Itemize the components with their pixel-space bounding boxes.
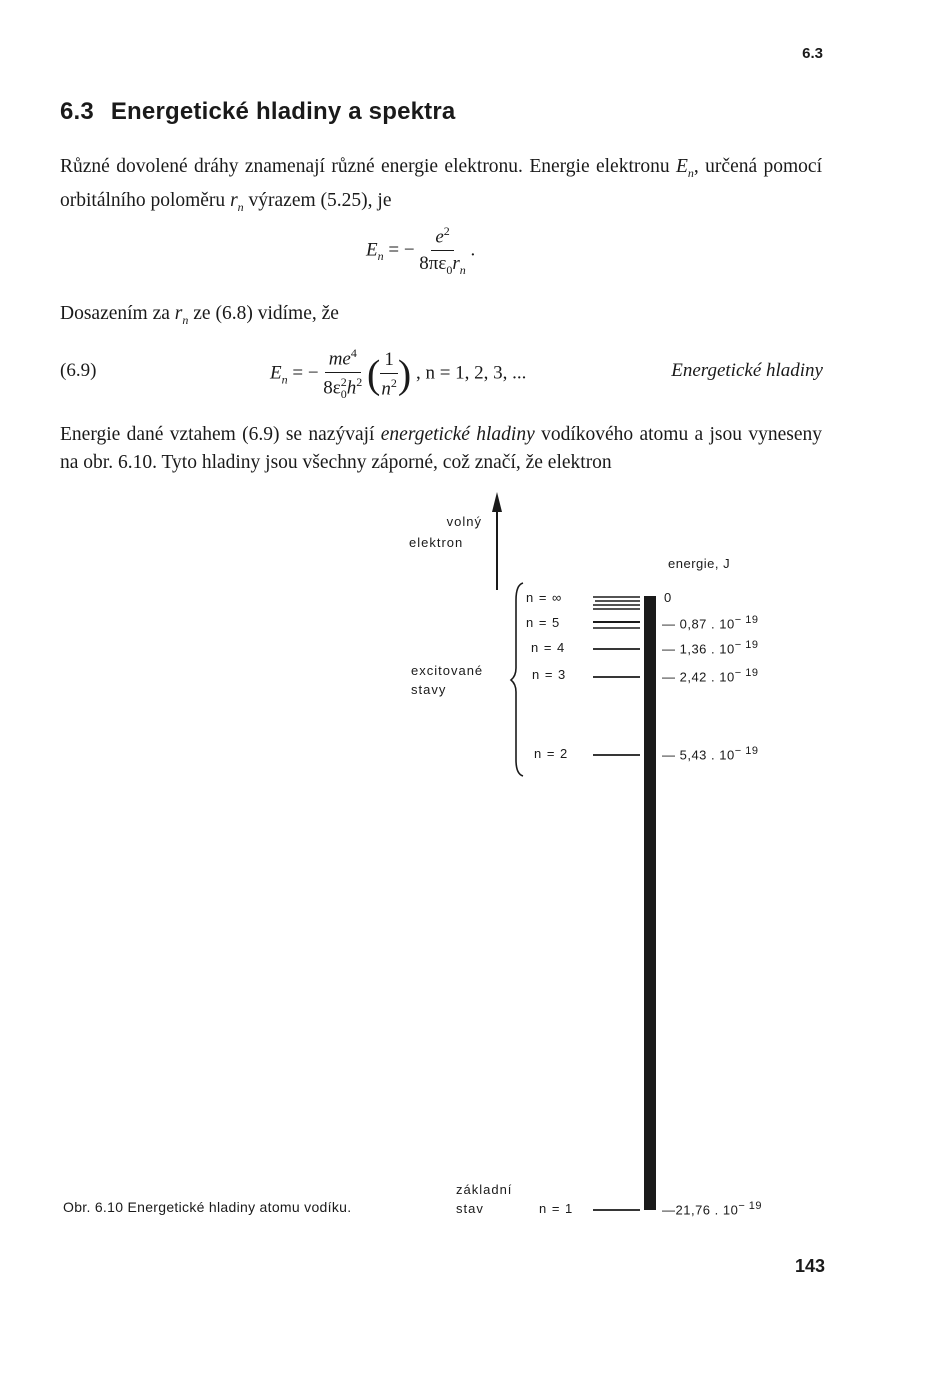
ground-label-2: stav (456, 1201, 484, 1216)
energy-exponent: − 19 (734, 614, 759, 626)
energy-value-n-4 (662, 639, 758, 656)
free-label-1: volný (446, 514, 482, 529)
eq-end: . (470, 239, 476, 261)
frac-num-sup: 2 (443, 224, 450, 238)
level-label-n-4: n = 4 (531, 640, 566, 655)
energy-exponent: − 19 (738, 1200, 763, 1212)
energy-mantissa: — 0,87 . 10 (662, 616, 735, 632)
figure-caption: Obr. 6.10 Energetické hladiny atomu vodíku. (63, 1199, 352, 1215)
inner-num: 1 (380, 349, 398, 374)
level-label-n-3: n = 3 (532, 667, 567, 682)
energy-mantissa: — 1,36 . 10 (662, 641, 735, 657)
eq-sign: = − (287, 362, 324, 384)
text-run: Různé dovolené dráhy znamenají různé energie elektronu. Energie elektronu (60, 156, 676, 177)
inner-den-sup: 2 (390, 375, 397, 390)
ground-label-1: základní (456, 1182, 513, 1197)
energy-mantissa: — 2,42 . 10 (662, 669, 735, 685)
energy-value-n-infinity: 0 (664, 590, 672, 605)
eq-lhs: E (366, 239, 378, 261)
text-run: Dosazením za (60, 303, 175, 324)
frac-den-sub: 0 (340, 387, 347, 402)
energy-value-n-5 (662, 614, 758, 631)
frac-den-h-sup: 2 (356, 375, 363, 390)
text-run: výrazem (5.25), je (243, 189, 392, 211)
sub-n: n (237, 199, 244, 214)
excited-label-1: excitované (411, 663, 484, 678)
eq-lhs-sub: n (377, 249, 384, 264)
energy-axis-bar (644, 596, 656, 1210)
free-label-2: elektron (409, 535, 464, 550)
sub-n: n (687, 165, 694, 180)
var-r: r (174, 303, 183, 324)
margin-note: Energetické hladiny (671, 360, 823, 381)
eq-sign: = − (383, 239, 420, 261)
level-label-n-5: n = 5 (526, 615, 561, 630)
frac-den-r: r (452, 253, 460, 275)
level-label-n-2: n = 2 (534, 746, 569, 761)
energy-exponent: − 19 (734, 667, 759, 679)
arrow-head-icon (492, 492, 502, 512)
energy-exponent: − 19 (734, 639, 759, 651)
excited-states-brace (511, 583, 523, 776)
level-n-infinity (593, 597, 640, 609)
energy-axis-label: energie, J (668, 556, 731, 571)
text-run: Energie dané vztahem (6.9) se nazývají (60, 424, 381, 445)
var-e: E (676, 156, 688, 177)
equation-energy-levels: $E_n$ = − $\frac{me^4}{8\varepsilon_0^2h^2}$ ( $\frac{1}{n^2}$ ) , n = 1, 2, 3, ... (270, 346, 527, 402)
inner-den: n (381, 377, 391, 399)
eq-condition: , n = 1, 2, 3, ... (415, 362, 527, 384)
text-run: vodíkového atomu a jsou vyneseny na obr. 6.10. Tyto hladiny jsou všechny záporné, což značí, že elektron (60, 424, 822, 473)
frac-den-sub: 0 (446, 263, 453, 278)
equation-number: (6.9) (60, 360, 97, 381)
frac-num-sup: 4 (350, 346, 357, 360)
energy-mantissa: — 5,43 . 10 (662, 747, 735, 763)
sub-n: n (182, 312, 189, 327)
energy-value-n-1 (662, 1200, 762, 1217)
eq-lhs: E (270, 362, 282, 384)
frac-den: 8πε (419, 253, 447, 275)
emphasis: energetické hladiny (380, 424, 535, 445)
eq-lhs-sub: n (281, 372, 288, 387)
frac-den-r-sub: n (459, 263, 466, 278)
energy-mantissa: —21,76 . 10 (662, 1202, 739, 1218)
frac-den-h: h (346, 377, 357, 399)
text-run: , určená pomocí orbitálního poloměru (60, 156, 823, 211)
excited-label-2: stavy (411, 682, 447, 697)
level-label-n-infinity: n = ∞ (526, 590, 563, 605)
level-label-n-1: n = 1 (539, 1201, 574, 1216)
frac-den: 8ε (323, 377, 341, 399)
frac-den-sup: 2 (340, 375, 347, 390)
energy-value-n-3 (662, 667, 758, 684)
frac-num: me (328, 348, 351, 370)
energy-exponent: − 19 (734, 745, 759, 757)
section-title-text: Energetické hladiny a spektra (110, 98, 456, 125)
text-run: ze (6.8) vidíme, že (188, 303, 339, 324)
energy-value-n-2 (662, 745, 758, 762)
frac-num: e (435, 226, 444, 248)
section-number: 6.3 (60, 98, 94, 125)
page-number: 143 (794, 1256, 825, 1276)
section-reference: 6.3 (802, 45, 823, 62)
var-r: r (230, 189, 238, 211)
